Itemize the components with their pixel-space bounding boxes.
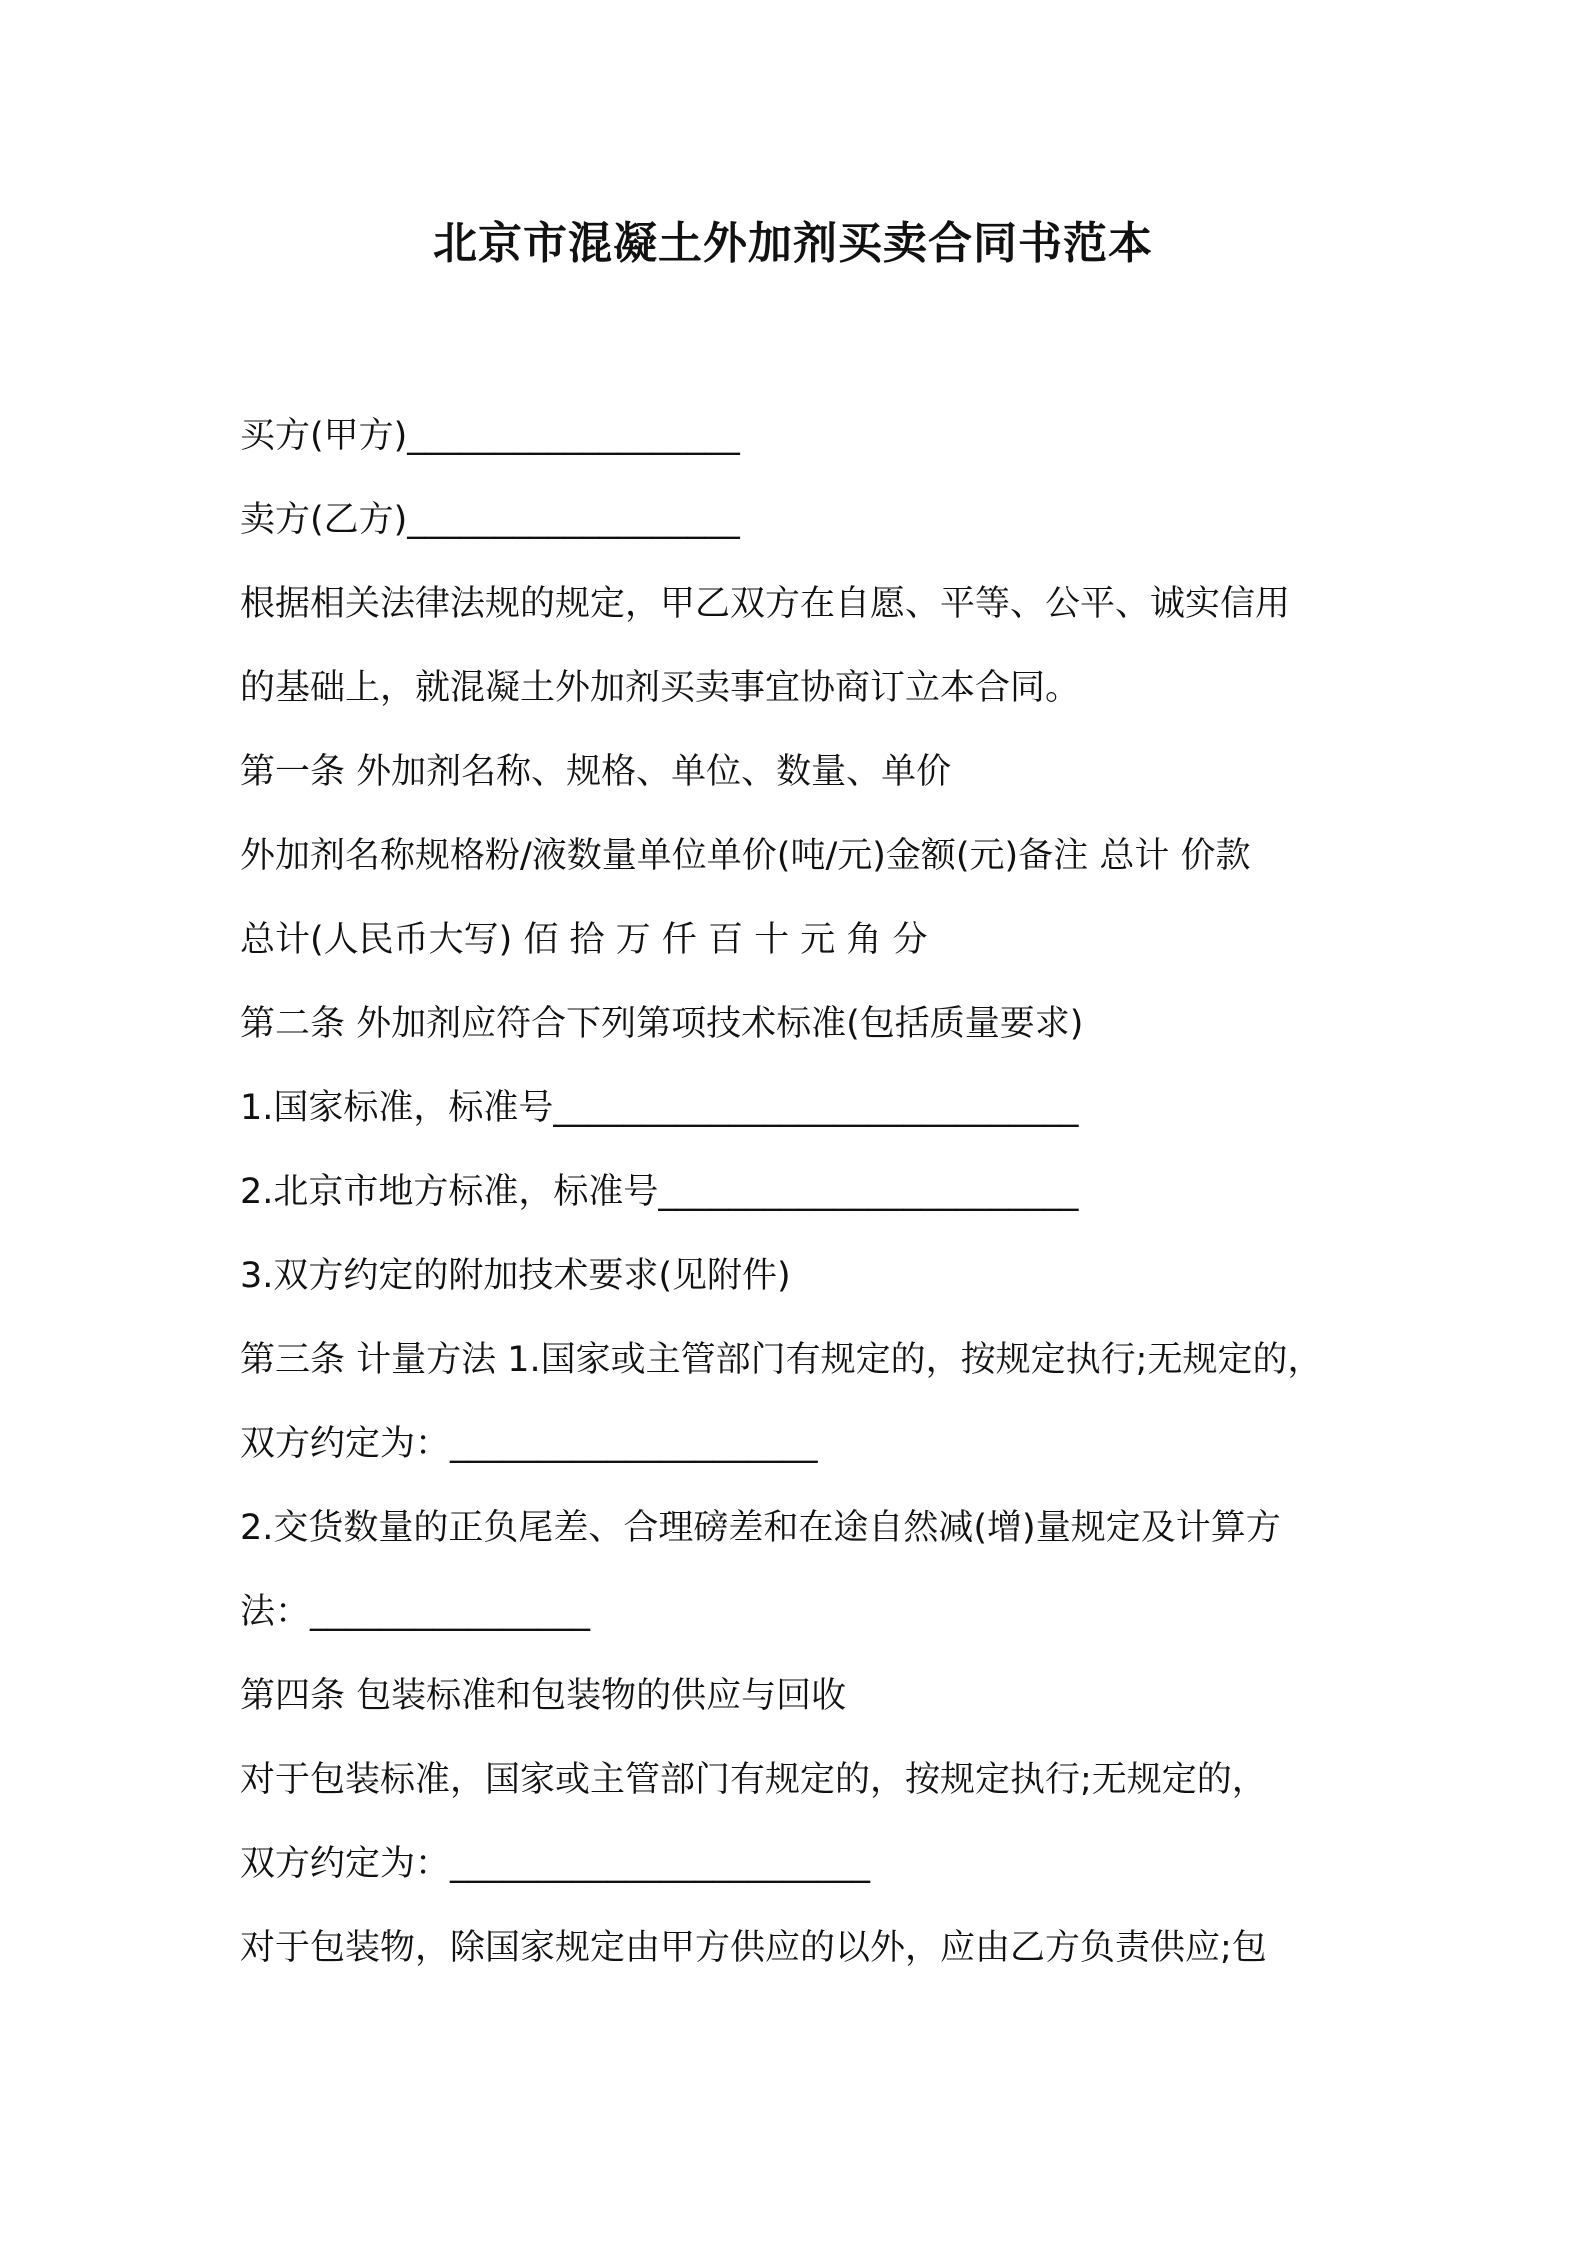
preamble-line-1: 根据相关法律法规的规定，甲乙双方在自愿、平等、公平、诚实信用	[240, 584, 1291, 624]
article-1-table-header: 外加剂名称规格粉/液数量单位单价(吨/元)金额(元)备注 总计 价款	[240, 836, 1251, 876]
article-2-heading: 第二条 外加剂应符合下列第项技术标准(包括质量要求)	[240, 1004, 1084, 1044]
document-title: 北京市混凝土外加剂买卖合同书范本	[433, 218, 1153, 269]
packaging-standard-line: 对于包装标准，国家或主管部门有规定的，按规定执行;无规定的，	[240, 1760, 1267, 1800]
additional-requirements-line: 3.双方约定的附加技术要求(见附件)	[240, 1256, 791, 1296]
seller-line: 卖方(乙方)___________________	[240, 500, 740, 540]
article-3-method-line: 法：________________	[240, 1592, 591, 1632]
document-body	[240, 406, 1420, 2002]
preamble-line-2: 的基础上，就混凝土外加剂买卖事宜协商订立本合同。	[240, 668, 1081, 708]
article-3-agreement-line: 双方约定为：_____________________	[240, 1424, 818, 1464]
national-standard-line: 1.国家标准，标准号______________________________	[240, 1088, 1079, 1128]
article-3-tolerance-line: 2.交货数量的正负尾差、合理磅差和在途自然减(增)量规定及计算方	[240, 1508, 1281, 1548]
article-1-heading: 第一条 外加剂名称、规格、单位、数量、单价	[240, 752, 952, 792]
packaging-agreement-line: 双方约定为：________________________	[240, 1844, 871, 1884]
packaging-supply-line: 对于包装物，除国家规定由甲方供应的以外，应由乙方负责供应;包	[240, 1928, 1267, 1968]
local-standard-line: 2.北京市地方标准，标准号________________________	[240, 1172, 1079, 1212]
article-3-heading: 第三条 计量方法 1.国家或主管部门有规定的，按规定执行;无规定的，	[240, 1340, 1323, 1380]
article-4-heading: 第四条 包装标准和包装物的供应与回收	[240, 1676, 847, 1716]
buyer-line: 买方(甲方)___________________	[240, 416, 740, 456]
article-1-total-line: 总计(人民币大写) 佰 拾 万 仟 百 十 元 角 分	[240, 920, 928, 960]
